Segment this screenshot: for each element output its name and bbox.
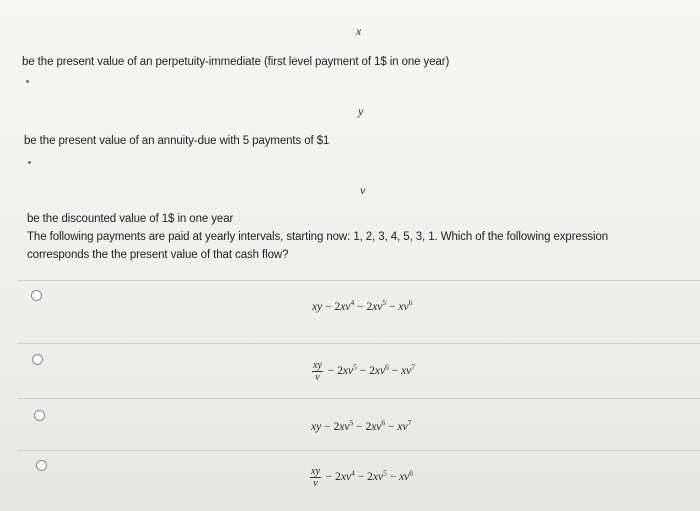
bullet-dot (28, 161, 31, 164)
option-2-radio[interactable] (32, 354, 43, 365)
y-definition: be the present value of an annuity-due with 5 payments of $1 (24, 135, 330, 147)
option-4-expression[interactable]: $\frac{xy}{v}$ − $2xv^4 - 2xv^5 - xv^6$ (311, 466, 414, 489)
x-definition: be the present value of an perpetuity-immediate (first level payment of 1$ in one year) (22, 56, 450, 68)
question-line-1: The following payments are paid at yearly intervals, starting now: 1, 2, 3, 4, 5, 3, 1. Which of the following expression (27, 231, 609, 243)
divider (18, 343, 700, 344)
x-symbol: x (356, 24, 362, 38)
divider (18, 450, 700, 451)
question-line-2: corresponds the the present value of that cash flow? (27, 249, 289, 261)
option-3-radio[interactable] (34, 410, 45, 421)
option-1-expression[interactable]: xy − $2xv^4 - 2xv^5 - xv^6$ (312, 298, 413, 313)
option-1-radio[interactable] (31, 290, 42, 301)
v-symbol: v (360, 183, 366, 197)
y-symbol: y (358, 104, 364, 118)
divider (18, 280, 700, 281)
v-definition: be the discounted value of 1$ in one year (27, 213, 234, 225)
option-3-expression[interactable]: xy − $2xv^5 - 2xv^6 - xv^7$ (311, 418, 412, 433)
option-4-radio[interactable] (36, 460, 47, 471)
bullet-dot (26, 80, 29, 83)
divider (18, 398, 700, 399)
option-2-expression[interactable]: $\frac{xy}{v}$ − $2xv^5 - 2xv^6 - xv^7$ (313, 360, 416, 383)
